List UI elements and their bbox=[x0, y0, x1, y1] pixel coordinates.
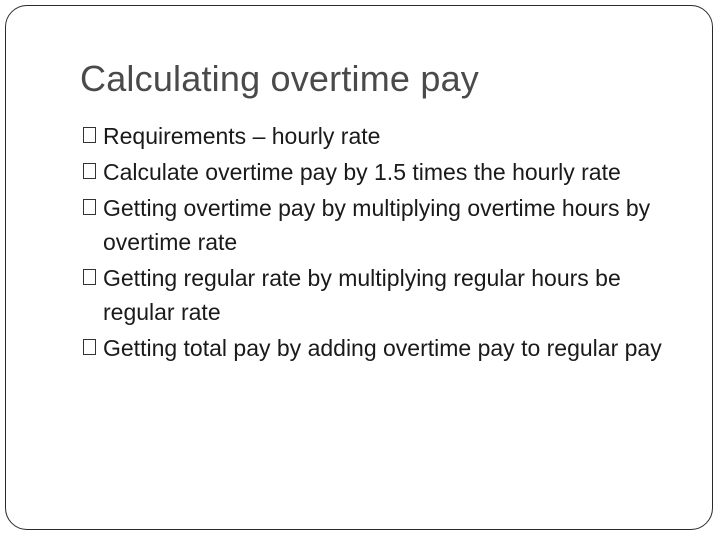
bullet-item bbox=[82, 155, 682, 189]
bullet-item bbox=[82, 119, 682, 153]
bullet-text: Calculate overtime pay by 1.5 times the hourly rate bbox=[103, 159, 621, 185]
missing-glyph-box-icon bbox=[83, 269, 96, 285]
slide-title: Calculating overtime pay bbox=[80, 58, 479, 99]
missing-glyph-box-icon bbox=[83, 339, 96, 355]
bullet-list bbox=[82, 119, 682, 367]
missing-glyph-box-icon bbox=[83, 199, 96, 215]
missing-glyph-box-icon bbox=[83, 163, 96, 179]
bullet-text: Requirements – hourly rate bbox=[103, 123, 381, 149]
bullet-item bbox=[82, 261, 682, 329]
bullet-text: Getting regular rate by multiplying regular hours be regular rate bbox=[103, 265, 621, 325]
bullet-text: Getting total pay by adding overtime pay to regular pay bbox=[103, 335, 662, 361]
bullet-text: Getting overtime pay by multiplying overtime hours by overtime rate bbox=[103, 195, 651, 255]
missing-glyph-box-icon bbox=[83, 127, 96, 143]
bullet-item bbox=[82, 331, 682, 365]
bullet-item bbox=[82, 191, 682, 259]
